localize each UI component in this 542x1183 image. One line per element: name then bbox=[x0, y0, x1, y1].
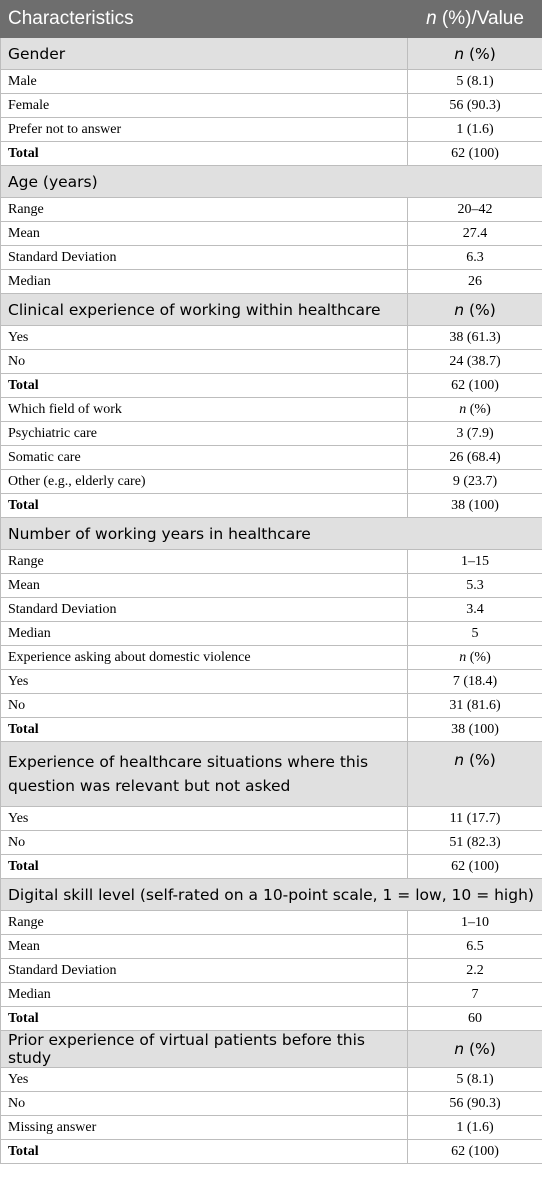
total-row bbox=[1, 374, 542, 398]
row-value: 5 (8.1) bbox=[408, 1068, 542, 1092]
row-label: No bbox=[1, 350, 408, 374]
section-header bbox=[1, 742, 542, 807]
subheader-row bbox=[1, 398, 542, 422]
row-label: Other (e.g., elderly care) bbox=[1, 470, 408, 494]
table-row bbox=[1, 670, 542, 694]
row-value: 60 bbox=[408, 1007, 542, 1031]
section-title: Clinical experience of working within healthcare bbox=[1, 294, 408, 326]
row-label: Standard Deviation bbox=[1, 246, 408, 270]
row-label: Yes bbox=[1, 326, 408, 350]
table-row bbox=[1, 550, 542, 574]
table-row bbox=[1, 70, 542, 94]
row-label: Experience asking about domestic violence bbox=[1, 646, 408, 670]
row-label: Total bbox=[1, 142, 408, 166]
row-label: Yes bbox=[1, 670, 408, 694]
table-row bbox=[1, 935, 542, 959]
row-label: Female bbox=[1, 94, 408, 118]
row-label: Median bbox=[1, 983, 408, 1007]
row-value: 62 (100) bbox=[408, 374, 542, 398]
row-label: No bbox=[1, 831, 408, 855]
row-value: 24 (38.7) bbox=[408, 350, 542, 374]
section-title: Age (years) bbox=[1, 166, 542, 198]
row-label: Mean bbox=[1, 222, 408, 246]
row-label: Somatic care bbox=[1, 446, 408, 470]
row-label: Total bbox=[1, 494, 408, 518]
row-value: 62 (100) bbox=[408, 142, 542, 166]
row-value: 26 bbox=[408, 270, 542, 294]
section-title: Digital skill level (self-rated on a 10-point scale, 1 = low, 10 = high) bbox=[1, 879, 542, 911]
table-row bbox=[1, 198, 542, 222]
subheader-row bbox=[1, 646, 542, 670]
section-unit: n (%) bbox=[408, 1031, 542, 1068]
total-row bbox=[1, 142, 542, 166]
total-row bbox=[1, 1007, 542, 1031]
row-label: Psychiatric care bbox=[1, 422, 408, 446]
table-row bbox=[1, 422, 542, 446]
header-value: n (%)/Value bbox=[408, 1, 542, 38]
total-row bbox=[1, 1140, 542, 1164]
row-value: 1 (1.6) bbox=[408, 1116, 542, 1140]
row-label: Total bbox=[1, 1007, 408, 1031]
row-label: Yes bbox=[1, 1068, 408, 1092]
table-row bbox=[1, 470, 542, 494]
row-value: 7 bbox=[408, 983, 542, 1007]
row-value: 1 (1.6) bbox=[408, 118, 542, 142]
row-label: Standard Deviation bbox=[1, 598, 408, 622]
table-row bbox=[1, 574, 542, 598]
table-row bbox=[1, 246, 542, 270]
table-row bbox=[1, 1092, 542, 1116]
section-header bbox=[1, 1031, 542, 1068]
section-unit: n (%) bbox=[408, 38, 542, 70]
section-header bbox=[1, 38, 542, 70]
section-unit: n (%) bbox=[408, 742, 542, 807]
row-value: 3.4 bbox=[408, 598, 542, 622]
row-value: 6.5 bbox=[408, 935, 542, 959]
row-value: 51 (82.3) bbox=[408, 831, 542, 855]
row-label: Which field of work bbox=[1, 398, 408, 422]
row-value: 5 (8.1) bbox=[408, 70, 542, 94]
section-header bbox=[1, 294, 542, 326]
section-title: Experience of healthcare situations where this question was relevant but not asked bbox=[1, 742, 408, 807]
section-unit: n (%) bbox=[408, 294, 542, 326]
row-value: 6.3 bbox=[408, 246, 542, 270]
table-row bbox=[1, 831, 542, 855]
row-value: 5.3 bbox=[408, 574, 542, 598]
section-title: Gender bbox=[1, 38, 408, 70]
section-title: Prior experience of virtual patients before this study bbox=[1, 1031, 408, 1068]
row-value: 62 (100) bbox=[408, 855, 542, 879]
section-title: Number of working years in healthcare bbox=[1, 518, 542, 550]
table-row bbox=[1, 694, 542, 718]
row-value: 11 (17.7) bbox=[408, 807, 542, 831]
row-label: No bbox=[1, 1092, 408, 1116]
row-value: 3 (7.9) bbox=[408, 422, 542, 446]
table-row bbox=[1, 1068, 542, 1092]
row-label: Mean bbox=[1, 574, 408, 598]
table-row bbox=[1, 959, 542, 983]
total-row bbox=[1, 718, 542, 742]
total-row bbox=[1, 855, 542, 879]
table-row bbox=[1, 326, 542, 350]
section-header bbox=[1, 518, 542, 550]
row-value: 7 (18.4) bbox=[408, 670, 542, 694]
row-label: Standard Deviation bbox=[1, 959, 408, 983]
row-label: Total bbox=[1, 718, 408, 742]
row-label: Total bbox=[1, 374, 408, 398]
row-value: 1–15 bbox=[408, 550, 542, 574]
row-label: Total bbox=[1, 855, 408, 879]
header-characteristics: Characteristics bbox=[1, 1, 408, 38]
total-row bbox=[1, 494, 542, 518]
row-value: 5 bbox=[408, 622, 542, 646]
row-label: Range bbox=[1, 911, 408, 935]
table-row bbox=[1, 118, 542, 142]
section-header bbox=[1, 166, 542, 198]
table-row bbox=[1, 598, 542, 622]
table-row bbox=[1, 1116, 542, 1140]
section-header bbox=[1, 879, 542, 911]
row-value: 38 (61.3) bbox=[408, 326, 542, 350]
row-value: 27.4 bbox=[408, 222, 542, 246]
row-value: 2.2 bbox=[408, 959, 542, 983]
row-value: 26 (68.4) bbox=[408, 446, 542, 470]
row-value: 56 (90.3) bbox=[408, 94, 542, 118]
row-label: Yes bbox=[1, 807, 408, 831]
row-unit: n (%) bbox=[408, 398, 542, 422]
row-value: 56 (90.3) bbox=[408, 1092, 542, 1116]
table-header-row bbox=[1, 1, 542, 38]
row-label: Median bbox=[1, 270, 408, 294]
table-row bbox=[1, 350, 542, 374]
row-value: 1–10 bbox=[408, 911, 542, 935]
row-label: Prefer not to answer bbox=[1, 118, 408, 142]
row-value: 9 (23.7) bbox=[408, 470, 542, 494]
row-unit: n (%) bbox=[408, 646, 542, 670]
row-label: No bbox=[1, 694, 408, 718]
row-label: Range bbox=[1, 198, 408, 222]
table-row bbox=[1, 446, 542, 470]
table-row bbox=[1, 807, 542, 831]
row-value: 20–42 bbox=[408, 198, 542, 222]
row-value: 31 (81.6) bbox=[408, 694, 542, 718]
table-row bbox=[1, 94, 542, 118]
row-value: 38 (100) bbox=[408, 718, 542, 742]
row-label: Missing answer bbox=[1, 1116, 408, 1140]
table-row bbox=[1, 622, 542, 646]
row-value: 38 (100) bbox=[408, 494, 542, 518]
row-label: Male bbox=[1, 70, 408, 94]
row-label: Total bbox=[1, 1140, 408, 1164]
table-row bbox=[1, 983, 542, 1007]
table-row bbox=[1, 222, 542, 246]
row-label: Mean bbox=[1, 935, 408, 959]
row-value: 62 (100) bbox=[408, 1140, 542, 1164]
row-label: Median bbox=[1, 622, 408, 646]
table-row bbox=[1, 270, 542, 294]
row-label: Range bbox=[1, 550, 408, 574]
table-row bbox=[1, 911, 542, 935]
